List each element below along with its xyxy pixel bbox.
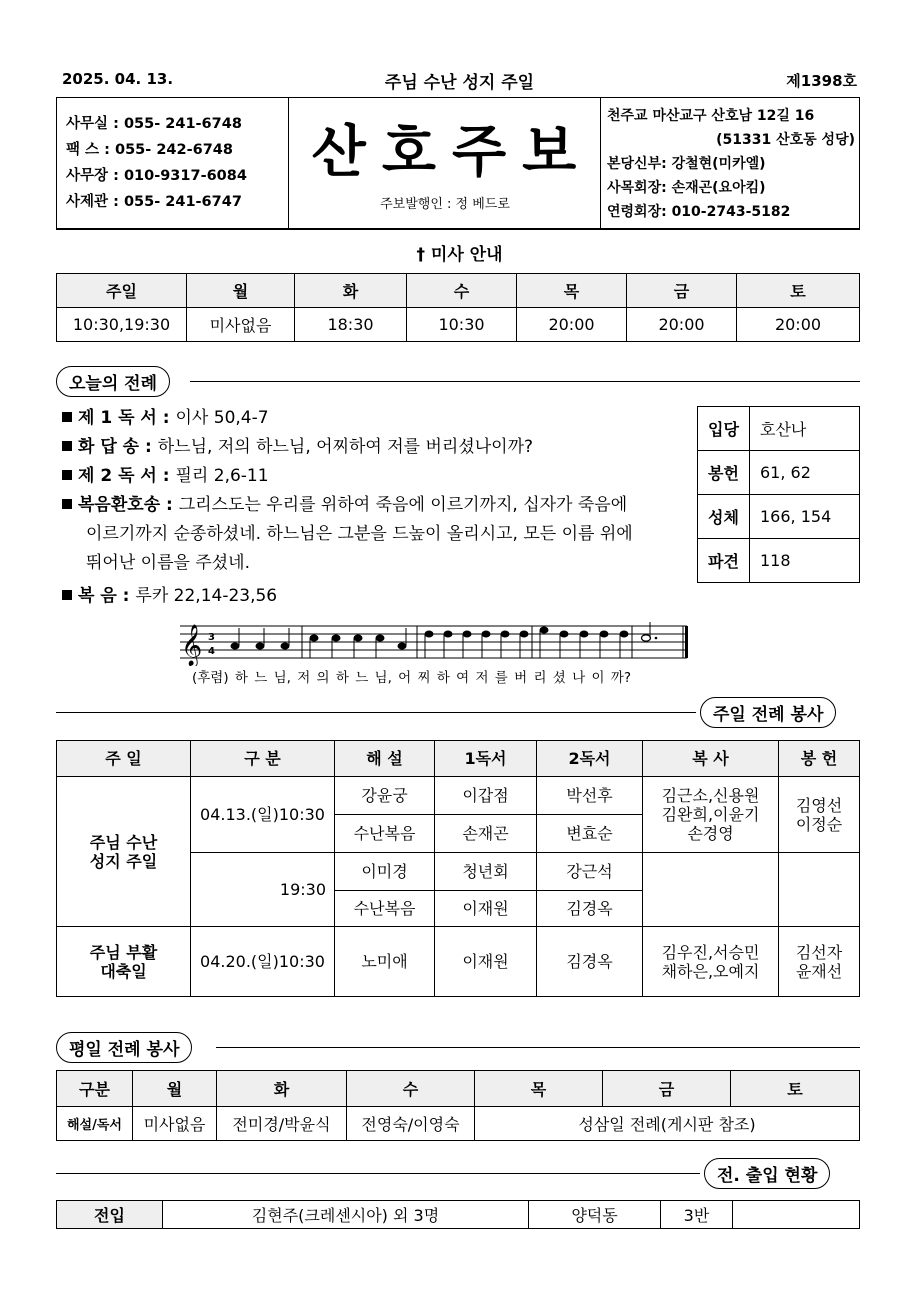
slot-1930: 19:30 (191, 853, 335, 927)
wk-col-sat: 토 (731, 1071, 860, 1107)
mass-day-sun: 주일 (57, 274, 187, 308)
sunday-service-title: 주일 전례 봉사 (700, 697, 836, 728)
weekday-service-table (56, 1070, 860, 1141)
liturgy-divider (190, 381, 860, 382)
r1-commentary: 강윤궁 (335, 777, 435, 815)
refrain-lyrics: (후렴) 하 느 님, 저 의 하 느 님, 어 찌 하 여 저 를 버 리 셨 나 이 까? (192, 670, 632, 686)
r3-reading2: 강근석 (537, 853, 643, 891)
sunday-divider (56, 712, 696, 713)
reading-psalm: 화 답 송 : 하느님, 저의 하느님, 어찌하여 저를 버리셨나이까? (62, 433, 533, 462)
parish-memorial: 연령회장: 010-2743-5182 (607, 204, 791, 220)
reading-second: 제 2 독 서 : 필리 2,6-11 (62, 462, 269, 491)
hymn-value-offertory: 61, 62 (750, 451, 860, 495)
parish-panel (607, 104, 859, 224)
reading-acclamation: 복음환호송 : 그리스도는 우리를 위하여 죽음에 이르기까지, 십자가 죽음에 이르기까지 순종하셨네. 하느님은 그분을 드높이 올리시고, 모든 이름 위에 뛰어난 이름을 주셨네. (62, 491, 692, 578)
mass-day-wed: 수 (407, 274, 517, 308)
bulletin-title: 산호주보 (311, 120, 593, 185)
wk-col-tue: 화 (217, 1071, 347, 1107)
music-staff (180, 620, 692, 666)
mass-table (56, 273, 860, 342)
offertory-empty (779, 853, 860, 927)
contact-secretary: 사무장 : 010-9317-6084 (66, 168, 247, 184)
altar-servers-2: 김우진,서승민 채하은,오예지 (643, 927, 779, 997)
hymn-label-entrance: 입당 (698, 407, 750, 451)
reading-first: 제 1 독 서 : 이사 50,4-7 (62, 404, 269, 433)
r2-reading1: 손재곤 (435, 815, 537, 853)
masthead (56, 97, 860, 230)
weekday-divider (216, 1047, 860, 1048)
mass-time-tue: 18:30 (295, 308, 407, 342)
reading-gospel: 복 음 : 루카 22,14-23,56 (62, 582, 277, 611)
svg-text:4: 4 (208, 646, 215, 657)
col-reading2: 2독서 (537, 741, 643, 777)
svg-text:𝄞: 𝄞 (181, 625, 203, 666)
mass-day-mon: 월 (187, 274, 295, 308)
parish-council: 사목회장: 손재곤(요아킴) (607, 180, 766, 196)
r2-commentary: 수난복음 (335, 815, 435, 853)
bullet-icon (62, 499, 72, 509)
hymn-label-recessional: 파견 (698, 539, 750, 583)
weekday-service-title: 평일 전례 봉사 (56, 1032, 192, 1063)
title-panel (289, 98, 601, 228)
mass-day-sat: 토 (737, 274, 860, 308)
r3-reading1: 청년회 (435, 853, 537, 891)
r4-commentary: 수난복음 (335, 891, 435, 927)
offertory-1: 김영선 이정순 (779, 777, 860, 853)
transfer-title: 전. 출입 현황 (704, 1158, 830, 1189)
bullet-icon (62, 412, 72, 422)
mass-time-thu: 20:00 (517, 308, 627, 342)
liturgy-title: 오늘의 전례 (56, 366, 170, 397)
col-commentary: 해 설 (335, 741, 435, 777)
svg-text:3: 3 (208, 632, 215, 643)
wk-wed: 전영숙/이영숙 (347, 1107, 475, 1141)
slot-easter: 04.20.(일)10:30 (191, 927, 335, 997)
bullet-icon (62, 590, 72, 600)
r1-reading1: 이갑점 (435, 777, 537, 815)
hymn-label-communion: 성체 (698, 495, 750, 539)
transfer-divider (56, 1173, 700, 1174)
wk-col-mon: 월 (133, 1071, 217, 1107)
transfer-area: 양덕동 (529, 1201, 661, 1229)
contacts-panel (57, 98, 289, 228)
col-sunday: 주 일 (57, 741, 191, 777)
wk-col-fri: 금 (603, 1071, 731, 1107)
parish-zip: (51331 산호동 성당) (716, 132, 855, 148)
day-palm-sunday: 주님 수난 성지 주일 (57, 777, 191, 927)
r1-reading2: 박선후 (537, 777, 643, 815)
bullet-icon (62, 470, 72, 480)
issue-number: 제1398호 (786, 72, 857, 90)
hymn-label-offertory: 봉헌 (698, 451, 750, 495)
r4-reading1: 이재원 (435, 891, 537, 927)
bullet-icon (62, 441, 72, 451)
mass-day-thu: 목 (517, 274, 627, 308)
wk-tue: 전미경/박윤식 (217, 1107, 347, 1141)
altar-servers-empty (643, 853, 779, 927)
r5-commentary: 노미애 (335, 927, 435, 997)
mass-day-fri: 금 (627, 274, 737, 308)
parish-priest: 본당신부: 강철현(미카엘) (607, 156, 766, 172)
offertory-2: 김선자 윤재선 (779, 927, 860, 997)
mass-title: † 미사 안내 (416, 245, 503, 265)
r5-reading1: 이재원 (435, 927, 537, 997)
wk-col-type: 구분 (57, 1071, 133, 1107)
hymn-value-communion: 166, 154 (750, 495, 860, 539)
mass-time-mon: 미사없음 (187, 308, 295, 342)
r5-reading2: 김경옥 (537, 927, 643, 997)
r3-commentary: 이미경 (335, 853, 435, 891)
transfer-block: 3반 (661, 1201, 733, 1229)
col-reading1: 1독서 (435, 741, 537, 777)
transfer-table (56, 1200, 860, 1229)
altar-servers-1: 김근소,신용원 김완희,이윤기 손경영 (643, 777, 779, 853)
hymn-value-recessional: 118 (750, 539, 860, 583)
bulletin-date: 2025. 04. 13. (62, 70, 174, 88)
contact-rectory: 사제관 : 055- 241-6747 (66, 194, 242, 210)
mass-day-tue: 화 (295, 274, 407, 308)
hymn-table (697, 406, 860, 583)
mass-time-fri: 20:00 (627, 308, 737, 342)
mass-time-sat: 20:00 (737, 308, 860, 342)
wk-triduum: 성삼일 전례(게시판 참조) (475, 1107, 860, 1141)
transfer-label: 전입 (57, 1201, 163, 1229)
col-slot: 구 분 (191, 741, 335, 777)
transfer-extra (733, 1201, 860, 1229)
r2-reading2: 변효순 (537, 815, 643, 853)
slot-1030: 04.13.(일)10:30 (191, 777, 335, 853)
parish-address: 천주교 마산교구 산호남 12길 16 (607, 108, 815, 124)
col-offertory: 봉 헌 (779, 741, 860, 777)
r4-reading2: 김경옥 (537, 891, 643, 927)
sunday-service-table (56, 740, 860, 997)
day-easter: 주님 부활 대축일 (57, 927, 191, 997)
transfer-name: 김현주(크레센시아) 외 3명 (163, 1201, 529, 1229)
sunday-title: 주님 수난 성지 주일 (384, 73, 535, 93)
wk-row-label: 해설/독서 (57, 1107, 133, 1141)
contact-office: 사무실 : 055- 241-6748 (66, 116, 242, 132)
mass-time-sun: 10:30,19:30 (57, 308, 187, 342)
contact-fax: 팩 스 : 055- 242-6748 (66, 142, 233, 158)
wk-col-thu: 목 (475, 1071, 603, 1107)
publisher: 주보발행인 : 정 베드로 (380, 197, 510, 212)
hymn-value-entrance: 호산나 (750, 407, 860, 451)
wk-col-wed: 수 (347, 1071, 475, 1107)
col-altar: 복 사 (643, 741, 779, 777)
mass-time-wed: 10:30 (407, 308, 517, 342)
wk-mon: 미사없음 (133, 1107, 217, 1141)
